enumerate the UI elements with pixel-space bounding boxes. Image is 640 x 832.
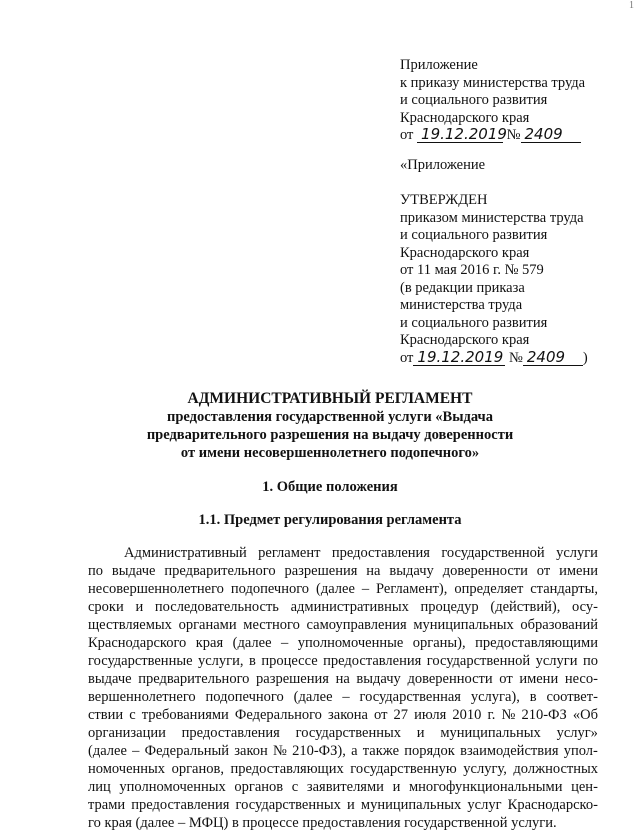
title-line: предоставления государственной услуги «Выдача: [167, 409, 493, 425]
section-heading: 1. Общие положения: [262, 479, 398, 495]
approval-line: Краснодарского края: [400, 332, 530, 348]
appendix-line: Приложение: [400, 57, 478, 73]
handwritten-date: 19.12.2019: [413, 350, 505, 366]
inner-appendix-label: «Приложение: [400, 157, 486, 173]
paragraph-line: (далее – Федеральный закон № 210-ФЗ), а также порядок взаимодействия упол-: [88, 743, 598, 759]
date-prefix: от: [400, 349, 414, 366]
paragraph-line: Краснодарского края (далее – уполномоченные органы), предоставляющими: [88, 635, 598, 651]
approval-line: от 11 мая 2016 г. № 579: [400, 262, 544, 278]
approval-line: (в редакции приказа: [400, 279, 525, 296]
title-main: АДМИНИСТРАТИВНЫЙ РЕГЛАМЕНТ: [187, 390, 473, 407]
approval-line: и социального развития: [400, 227, 548, 243]
date-prefix: от: [400, 127, 414, 143]
title-line: предварительного разрешения на выдачу доверенности: [146, 427, 514, 443]
paragraph-line: государственные услуги, в процессе предоставления государственной услуги по: [88, 653, 598, 669]
paragraph-line: го края (далее – МФЦ) в процессе предоставления государственной услуги.: [88, 815, 557, 831]
paragraph-line: ствии с требованиями Федерального закона от 27 июля 2010 г. № 210-ФЗ «Об: [88, 707, 598, 723]
approval-block: [400, 192, 630, 367]
approval-date-line: [400, 347, 630, 368]
paragraph-line: сроки и последовательность административных процедур (действий), осу-: [88, 599, 598, 615]
appendix-date-line: [400, 127, 630, 145]
handwritten-number: 2409: [521, 127, 581, 143]
approval-line: и социального развития: [400, 314, 548, 331]
appendix-header: [400, 57, 630, 145]
title-line: от имени несовершеннолетнего подопечного»: [180, 445, 480, 461]
approval-line: приказом министерства труда: [400, 209, 584, 226]
closing-parenthesis: ): [582, 349, 588, 366]
paragraph-line: вершеннолетнего подопечного (далее – государственная услуга), в соответ-: [88, 689, 598, 705]
handwritten-number: 2409: [523, 350, 583, 366]
approval-line: министерства труда: [400, 297, 523, 313]
paragraph-line: лиц уполномоченных органов с заявителями и многофункциональными цен-: [88, 779, 598, 795]
scan-page-mark: 1: [629, 0, 634, 11]
handwritten-date: 19.12.2019: [417, 127, 503, 143]
appendix-line: Краснодарского края: [400, 109, 530, 126]
number-prefix: №: [506, 127, 521, 143]
number-prefix: №: [509, 349, 523, 366]
paragraph-line: по выдаче предварительного разрешения на выдачу доверенности от имени: [88, 563, 598, 579]
paragraph-line: организации предоставления государственных и муниципальных услуг»: [88, 725, 598, 741]
paragraph-line: трами предоставления государственных и муниципальных услуг Краснодарско-: [88, 797, 598, 813]
appendix-line: и социального развития: [400, 92, 548, 108]
approval-line: Краснодарского края: [400, 244, 530, 261]
paragraph-line: выдаче предварительного разрешения на выдачу доверенности от имени несо-: [88, 671, 598, 687]
appendix-line: к приказу министерства труда: [400, 74, 586, 91]
document-title: [60, 390, 600, 462]
paragraph-line: номоченных органов, предоставляющих государственную услугу, должностных: [88, 761, 598, 777]
subsection-heading: 1.1. Предмет регулирования регламента: [198, 512, 462, 528]
body-paragraph: [88, 544, 598, 832]
paragraph-line: Административный регламент предоставления государственной услуги: [124, 545, 598, 561]
approval-heading: УТВЕРЖДЕН: [400, 192, 488, 208]
paragraph-line: несовершеннолетнего подопечного (далее – Регламент), определяет стандарты,: [88, 581, 598, 597]
paragraph-line: ществляемых органами местного самоуправления муниципальных образований: [88, 617, 598, 633]
